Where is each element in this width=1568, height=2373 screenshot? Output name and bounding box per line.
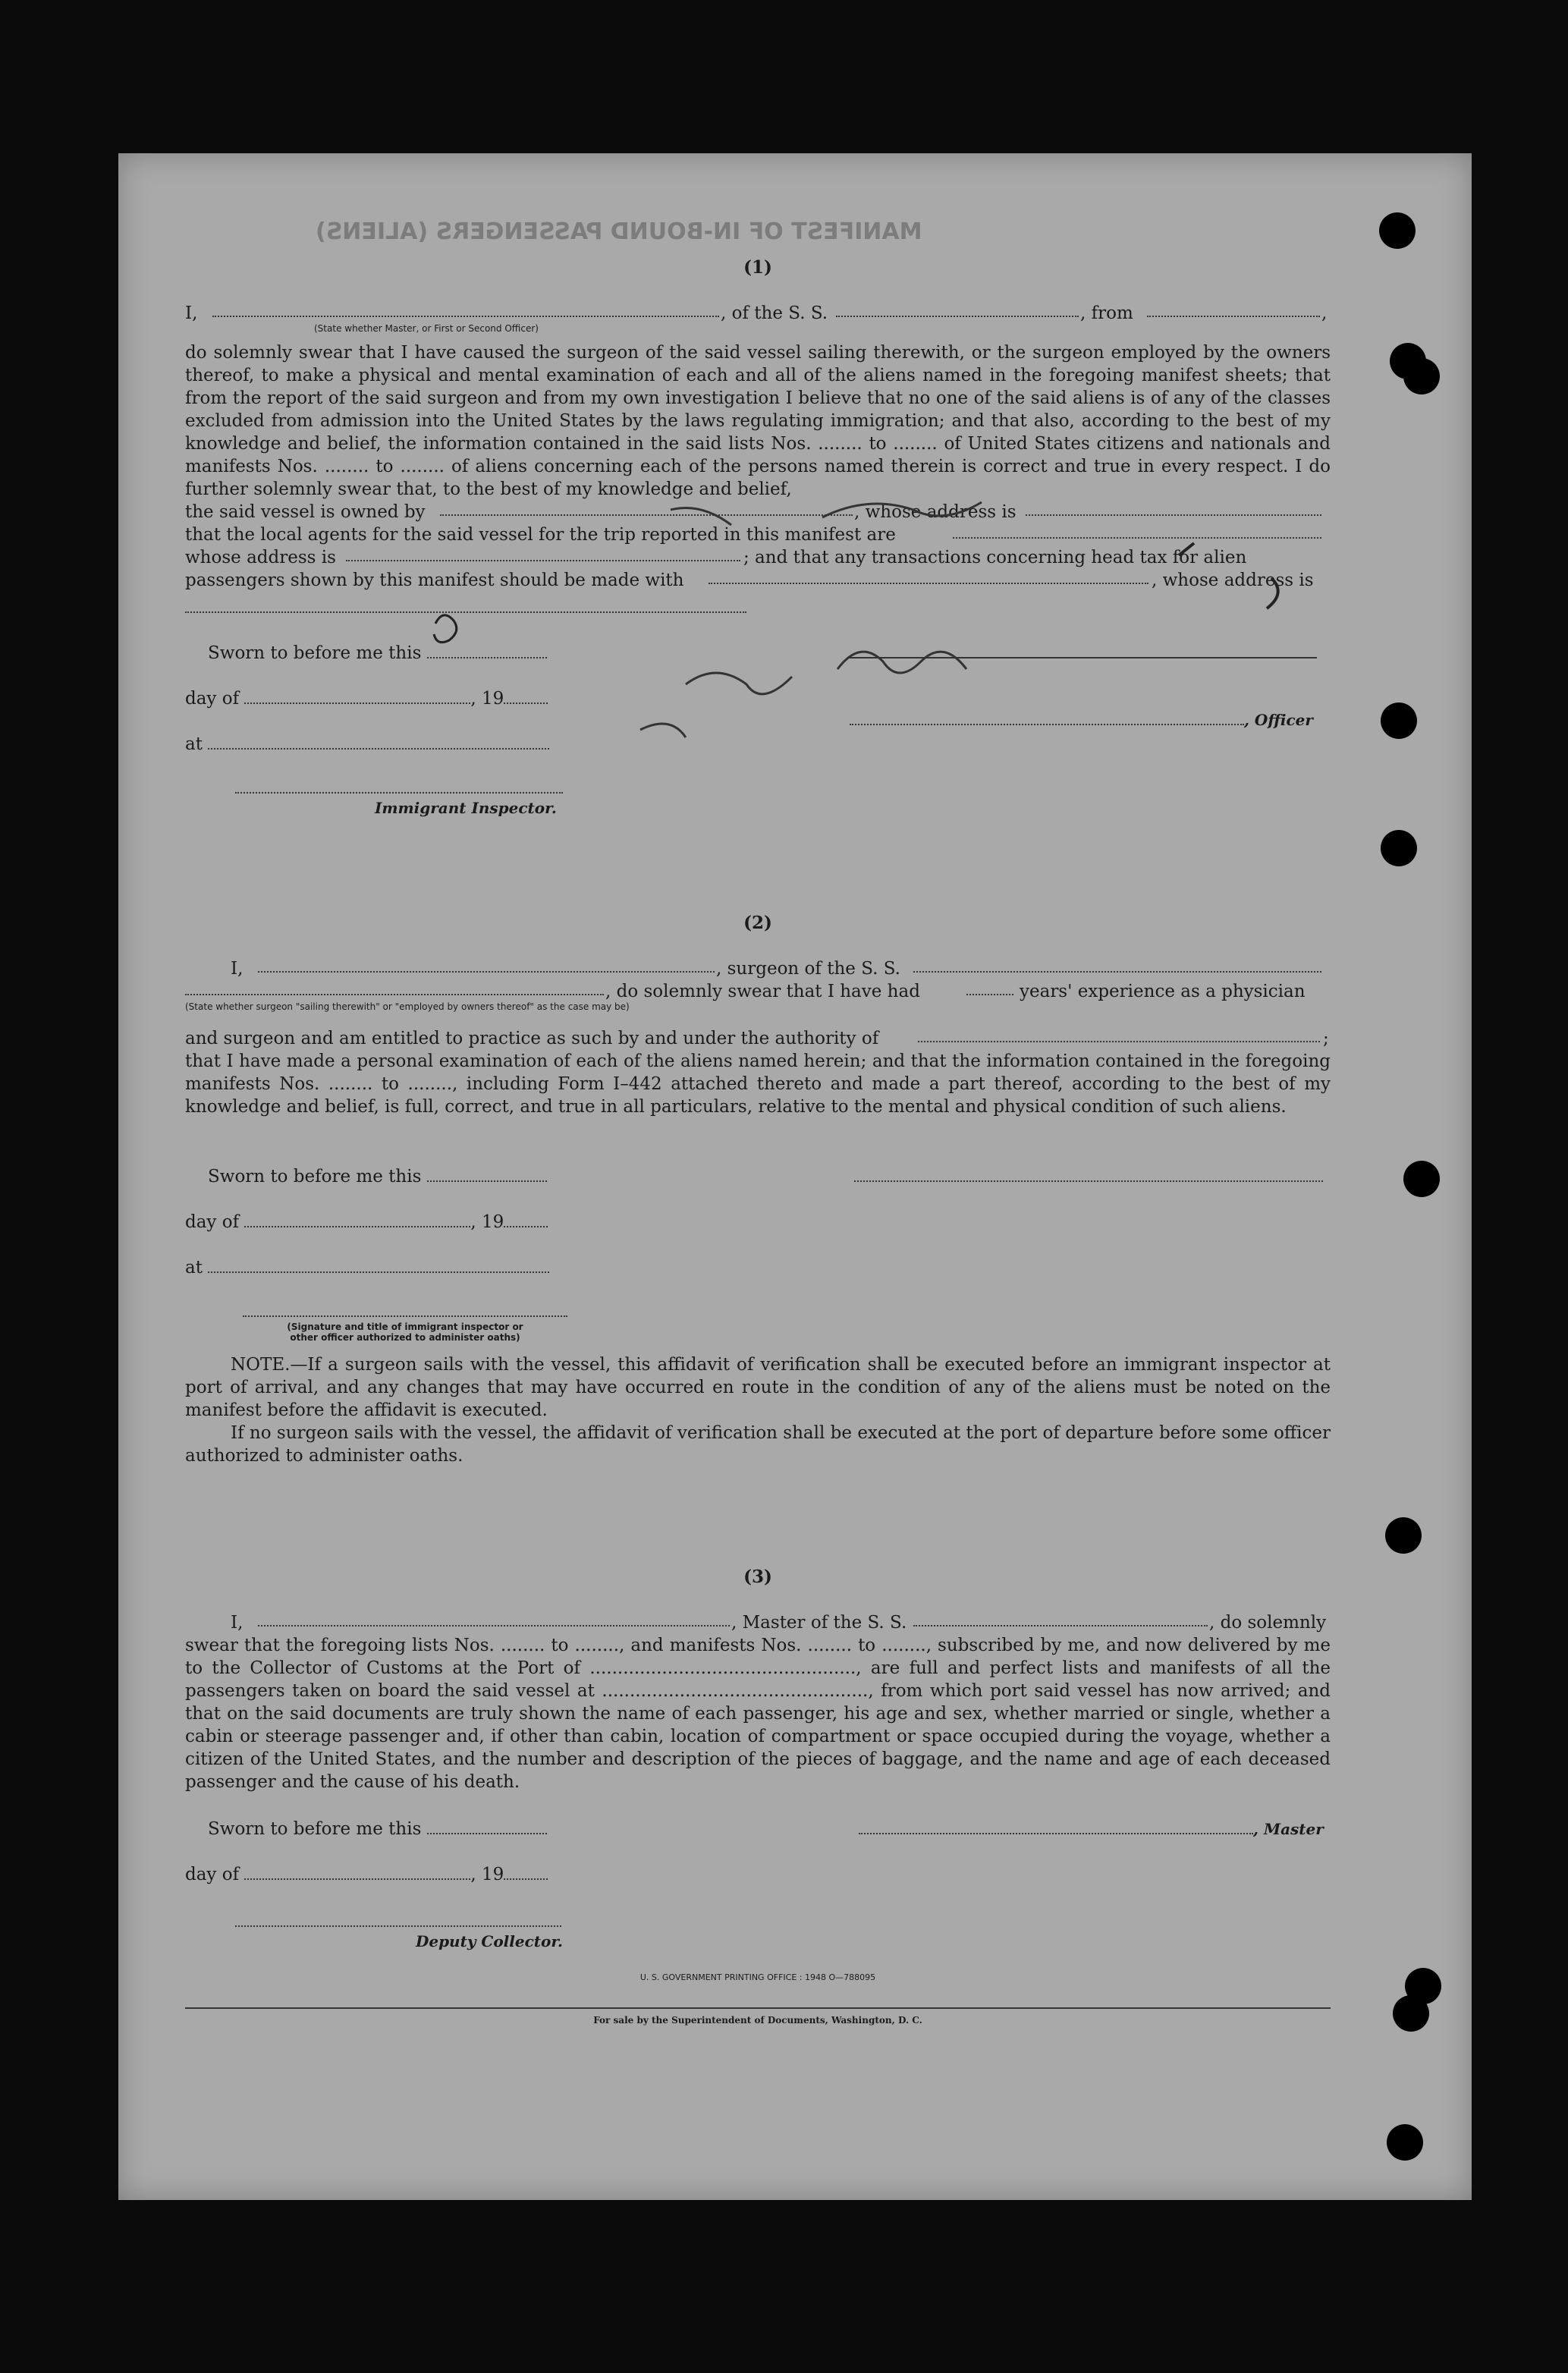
footer-rule xyxy=(185,2007,1331,2009)
deputy-collector-label: Deputy Collector. xyxy=(416,1932,564,1950)
bleed-through-header: MANIFEST OF IN-BOUND PASSENGERS (ALIENS) xyxy=(316,218,922,245)
note-paragraph-2: If no surgeon sails with the vessel, the affidavit of verification shall be executed at the port of departure before some officer authorized to administer oaths. xyxy=(185,1423,1331,1466)
punch-hole xyxy=(1385,1517,1422,1554)
section-1-sworn: Sworn to before me this xyxy=(208,642,547,665)
section-1-body: do solemnly swear that I have caused the surgeon of the said vessel sailing therewith, or the surgeon employed by the owners thereof, to make a physical and mental examination of each and all of the aliens named in the foregoing manifest sheets; that from the report of the said surgeon and from my own investigation I believe that no one of the said aliens is of any of the classes excluded from admission into the United States by the laws regulating immigration; and that also, according to the best of my knowledge and belief, the information contained in the said lists Nos. ........ to ........ of United States citizens and nationals and manifests Nos. ........ to ........ of aliens concerning each of the persons named therein is correct and true in every respect. I do further solemnly swear that, to the best of my knowledge and belief, xyxy=(185,343,1331,499)
section-3-sworn: Sworn to before me this xyxy=(208,1818,547,1840)
signature-hint: (Signature and title of immigrant inspector or other officer authorized to administer oaths) xyxy=(287,1322,523,1343)
handwriting-marks xyxy=(185,153,1331,912)
punch-hole xyxy=(1403,1161,1440,1197)
section-2-at: at xyxy=(185,1256,549,1279)
gpo-imprint: U. S. GOVERNMENT PRINTING OFFICE : 1948 O—788095 xyxy=(639,1972,876,1982)
punch-hole xyxy=(1381,702,1417,739)
section-2-sworn: Sworn to before me this xyxy=(208,1165,547,1188)
punch-hole xyxy=(1393,1995,1429,2032)
note-paragraph-1: NOTE.—If a surgeon sails with the vessel, this affidavit of verification shall be executed before an immigrant inspector at port of arrival, and any changes that may have occurred en route in the condition of any of the aliens must be noted on the manifest before the affidavit is executed. xyxy=(185,1355,1331,1420)
section-2-body: that I have made a personal examination of each of the aliens named herein; and that the information contained in the foregoing manifests Nos. ........ to ........, including Form I–442 attached thereto and made a part thereof, according to the best of my knowledge and belief, is full, correct, and true in all particulars, relative to the mental and physical condition of such aliens. xyxy=(185,1051,1331,1117)
section-2-signature-line xyxy=(243,1315,567,1317)
punch-hole xyxy=(1387,2124,1423,2161)
section-2-number: (2) xyxy=(743,913,772,933)
section-3-day-of: day of , 19 xyxy=(185,1863,548,1886)
officer-hint: (State whether Master, or First or Second Officer) xyxy=(314,323,539,334)
section-2-day-of: day of , 19 xyxy=(185,1211,548,1234)
deputy-signature-line xyxy=(235,1925,561,1927)
punch-hole xyxy=(1403,358,1440,394)
officer-signature: , Officer xyxy=(850,709,1317,731)
section-1-number: (1) xyxy=(743,257,772,278)
punch-hole xyxy=(1381,830,1417,866)
section-1-at: at xyxy=(185,733,549,756)
footer-sale-note: For sale by the Superintendent of Documents, Washington, D. C. xyxy=(593,2015,922,2026)
punch-hole xyxy=(1379,212,1416,249)
immigrant-inspector-label: Immigrant Inspector. xyxy=(375,799,557,817)
surgeon-hint: (State whether surgeon "sailing therewith" or "employed by owners thereof" as the case may be) xyxy=(185,1001,630,1012)
document-page: MANIFEST OF IN-BOUND PASSENGERS (ALIENS) (1) I, , of the S. S. , from , (State whether Master, or First or Second Officer) do solemnly swear that I have caused the surgeon of the said vessel sailing therewith, or the surgeon employed by the owners thereof, to make a physical and mental examination of each and all of the aliens named in the foregoing manifest sheets; that from the report of the said surgeon and from my own investigation I believe that no one of the said aliens is of any of the classes excluded from admission into the United States by the laws regulating immigration; and that also, according to the best of my knowledge and belief, the information contained in the said lists Nos. ........ to ........ of United States citizens and nationals and manifests Nos. ........ to ........ of aliens concerning each of the persons named therein is correct and true in every respect. I do further solemnly swear that, to the best of my knowledge and belief, the said vessel is owned by , whose address is that the local agents for the said vessel for the trip reported in this manifest are whose address is ; and that any transactions concerning head tax for alien passengers shown by this manifest should be made with , whose address is Sworn to before me this day of , 19 , Officer at Immigrant Inspector. (2) I, , surgeon of the S. S. , do solemnly swear that I have had years' experience as a physician (State whether surgeon "sailing therewith" or "employed by owners thereof" as the case may be) and surgeon and am entitled to practice as such by and under the authority of ; that I have made a personal examination of each of the aliens named herein; and that the information contained in the foregoing manifests Nos. ........ to ........, including Form I–442 attached thereto and made a part thereof, according to the best of my knowledge and belief, is full, correct, and true in all particulars, relative to the mental and physical condition of such aliens. Sworn to before me this day of , 19 at (Signature and title of immigrant inspector or other officer authorized to administer oaths) NOTE.—If a surgeon sails with the vessel, this affidavit of verification shall be executed before an immigrant inspector at port of arrival, and any changes that may have occurred en route in the condition of any of the aliens must be noted on the manifest before the affidavit is executed. If no surgeon sails with the vessel, the affidavit of verification shall be executed at the port of departure before some officer authorized to administer oaths. (3) I, , Master of the S. S. , do solemnly swear that the foregoing lists Nos. ........ to ........, and manifests Nos. ........ to ........, subscribed by me, and now delivered by me to the Collector of Customs at the Port of ................................................, are full and perfect lists and manifests of all the passengers taken on board the said vessel at ................................................, from which port said vessel has now arrived; and that on the said documents are truly shown the name of each passenger, his age and sex, whether married or single, whether a cabin or steerage passenger and, if other than cabin, location of compartment or space occupied during the voyage, whether a citizen of the United States, and the number and description of the pieces of baggage, and the name and age of each deceased passenger and the cause of his death. Sworn to before me this , Master day of , 19 Deputy Collector. U. S. GOVERNMENT PRINTING OFFICE : 1948 O—788095 For sale by the Superintendent of Documents, Washington, D. C. xyxy=(118,153,1472,2200)
section-1-day-of: day of , 19 xyxy=(185,687,548,710)
section-3-body: swear that the foregoing lists Nos. ........ to ........, and manifests Nos. ........ to ........, subscribed by me, and now delivered by me to the Collector of Customs at the Port of ................................................, are full and perfect lists and manifests of all the passengers taken on board the said vessel at ................................................, from which port said vessel has now arrived; and that on the said documents are truly shown the name of each passenger, his age and sex, whether married or single, whether a cabin or steerage passenger and, if other than cabin, location of compartment or space occupied during the voyage, whether a citizen of the United States, and the number and description of the pieces of baggage, and the name and age of each deceased passenger and the cause of his death. xyxy=(185,1636,1331,1792)
section-3-number: (3) xyxy=(743,1567,772,1587)
master-signature: , Master xyxy=(859,1818,1331,1840)
surgeon-signature-line xyxy=(854,1180,1323,1182)
